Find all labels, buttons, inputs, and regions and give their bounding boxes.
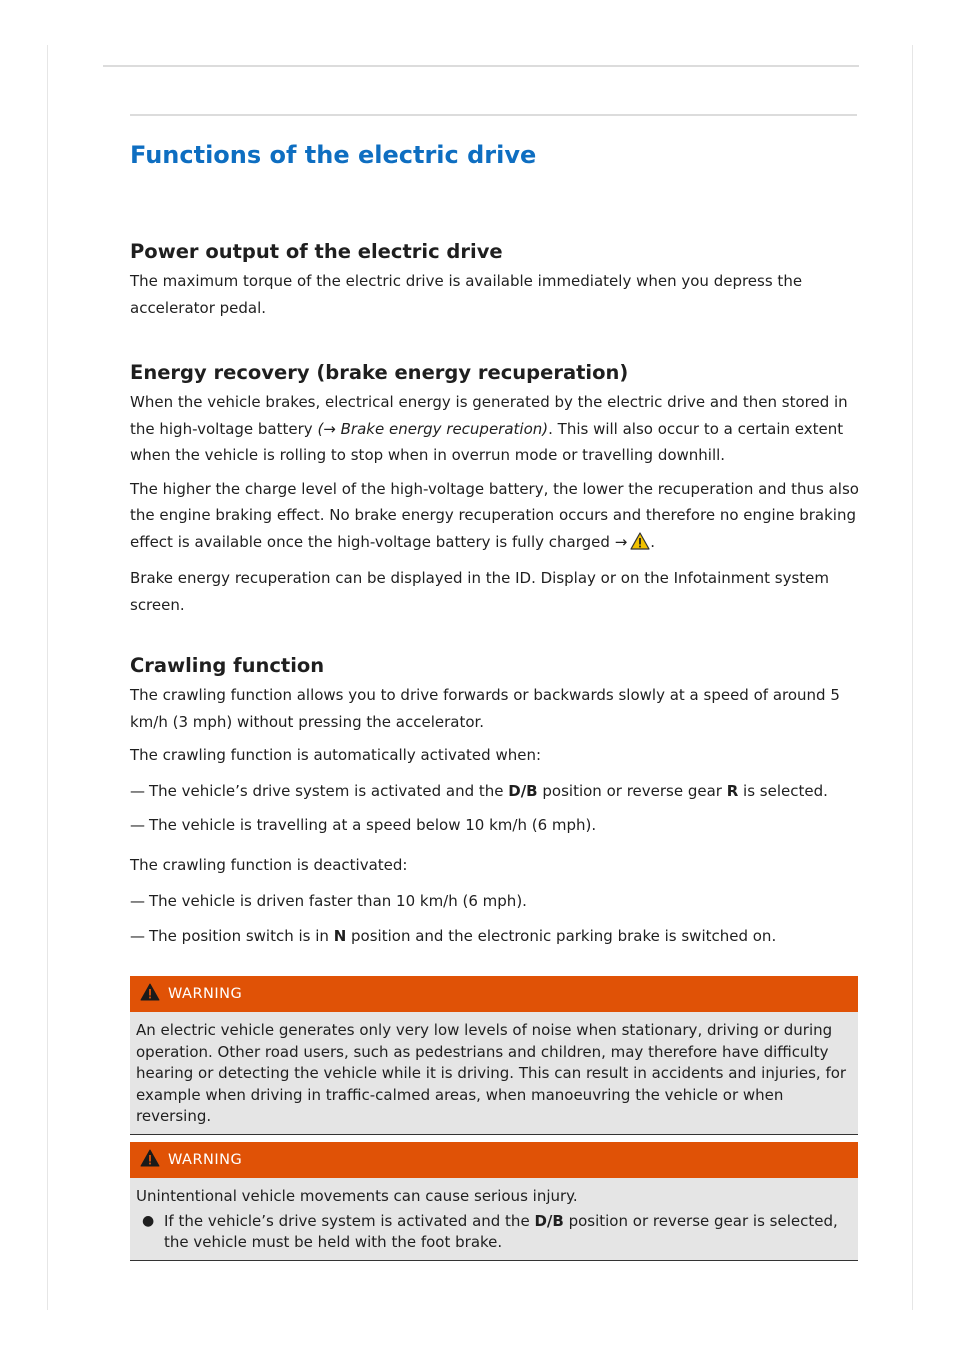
- warning-text: An electric vehicle generates only very low levels of noise when stationary, driving or during operation. Other road users, such as pedestrians and children, may therefore have difficulty hearing or detecting the vehicle while it is driving. This can result in accidents and injuries, for example when driving in traffic-calmed areas, when manoeuvring the vehicle or when reversing.: [136, 1021, 847, 1125]
- text-run: position or reverse gear is selected, the vehicle must be held with the foot brake.: [164, 1211, 838, 1251]
- warning-bullet-item: [136, 1211, 848, 1254]
- paragraph: The maximum torque of the electric drive is available immediately when you depress the accelerator pedal.: [130, 272, 803, 317]
- list-item: [130, 778, 860, 805]
- dash-marker: —: [130, 781, 145, 800]
- section-crawling-function: [130, 652, 860, 957]
- paragraph: The crawling function is deactivated:: [130, 855, 408, 874]
- section-power-output: [130, 238, 860, 321]
- warning-label: WARNING: [168, 1152, 243, 1168]
- warning-box-noise: [130, 976, 858, 1135]
- text-run: The vehicle is driven faster than 10 km/h (6 mph).: [149, 892, 527, 910]
- text-run: When the vehicle brakes, electrical energy is generated by the electric drive and then stored in the high-voltage battery: [130, 393, 848, 438]
- text-run: The vehicle is travelling at a speed below 10 km/h (6 mph).: [149, 816, 597, 834]
- section-heading: Energy recovery (brake energy recuperation): [130, 361, 629, 384]
- xref-text: Brake energy recuperation): [335, 419, 549, 438]
- warning-header: [130, 976, 858, 1012]
- text-run: position and the electronic parking brake is switched on.: [346, 926, 777, 945]
- activation-conditions-list: [130, 778, 860, 839]
- bullet-text: [164, 1211, 848, 1254]
- warning-triangle-icon: [140, 1149, 160, 1171]
- warning-triangle-icon[interactable]: [630, 532, 650, 559]
- gear-label: D/B: [534, 1211, 564, 1230]
- section-heading: Crawling function: [130, 654, 325, 677]
- text-run: The higher the charge level of the high-voltage battery, the lower the recuperation and thus also the engine braking effect. No brake energy recuperation occurs and therefore no engine braking effect is available once the high-voltage battery is fully charged: [130, 479, 859, 551]
- arrow-right-icon[interactable]: →: [614, 532, 628, 551]
- section-energy-recovery: [130, 359, 860, 618]
- warning-text: Unintentional vehicle movements can cause serious injury.: [136, 1187, 578, 1205]
- gear-label: N: [333, 926, 347, 945]
- text-run: The position switch is in: [149, 926, 334, 945]
- dash-marker: —: [130, 816, 145, 834]
- top-divider: [103, 65, 859, 67]
- dash-marker: —: [130, 926, 145, 945]
- gear-label: R: [726, 781, 739, 800]
- title-divider: [130, 114, 857, 116]
- paragraph: [130, 389, 860, 469]
- text-run: . This will also occur to a certain extent when the vehicle is rolling to stop when in overrun mode or travelling downhill.: [130, 419, 844, 464]
- list-item: [130, 812, 860, 839]
- text-run: If the vehicle’s drive system is activated and the: [164, 1211, 535, 1230]
- left-margin-line: [47, 45, 48, 1310]
- list-item: [130, 888, 860, 915]
- gear-label: D/B: [508, 781, 538, 800]
- page-title: Functions of the electric drive: [130, 141, 537, 169]
- arrow-right-icon: →: [323, 419, 336, 438]
- warning-body: [130, 1178, 858, 1261]
- warning-body: [130, 1012, 858, 1135]
- warning-header: [130, 1142, 858, 1178]
- text-run: The vehicle’s drive system is activated and the: [149, 781, 509, 800]
- right-margin-line: [912, 45, 913, 1310]
- warning-triangle-icon: [140, 983, 160, 1005]
- section-heading: Power output of the electric drive: [130, 240, 503, 263]
- xref-paren: (: [317, 419, 324, 438]
- paragraph: The crawling function is automatically activated when:: [130, 746, 542, 764]
- text-run: .: [650, 532, 656, 551]
- warning-box-vehicle-movement: [130, 1142, 858, 1261]
- paragraph: Brake energy recuperation can be displayed in the ID. Display or on the Infotainment system screen.: [130, 569, 829, 614]
- paragraph: [130, 476, 860, 559]
- warning-label: WARNING: [168, 986, 243, 1002]
- paragraph: The crawling function allows you to drive forwards or backwards slowly at a speed of around 5 km/h (3 mph) without pressing the accelerator.: [130, 686, 840, 731]
- deactivation-conditions-list: [130, 888, 860, 949]
- dash-marker: —: [130, 892, 145, 910]
- text-run: is selected.: [738, 781, 828, 800]
- text-run: position or reverse gear: [537, 781, 727, 800]
- cross-reference-link[interactable]: [317, 420, 548, 438]
- list-item: [130, 923, 860, 950]
- bullet-marker: ●: [142, 1212, 155, 1229]
